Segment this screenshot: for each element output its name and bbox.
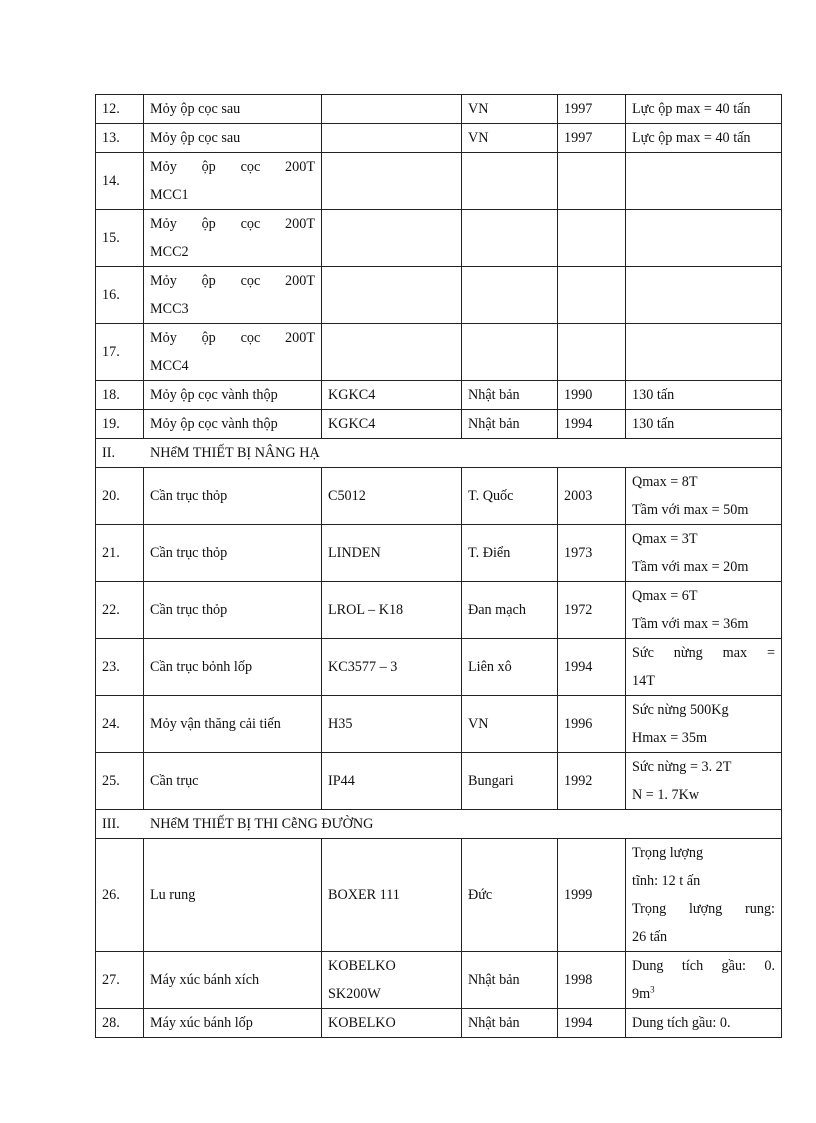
equipment-name: Lu rung <box>144 839 322 952</box>
table-row <box>96 753 782 810</box>
section-header-row <box>96 439 782 468</box>
equipment-name <box>144 210 322 267</box>
equipment-origin <box>462 153 558 210</box>
equipment-origin: T. Điển <box>462 525 558 582</box>
equipment-origin: Nhật bản <box>462 1009 558 1038</box>
equipment-model: H35 <box>322 696 462 753</box>
spec-line: Tầm với max = 36m <box>632 616 749 632</box>
equipment-year: 1994 <box>558 410 626 439</box>
equipment-model: BOXER 111 <box>322 839 462 952</box>
equipment-year: 1997 <box>558 124 626 153</box>
table-row <box>96 381 782 410</box>
equipment-spec: Lực ộp max = 40 tấn <box>626 124 782 153</box>
equipment-name: Mỏy ộp cọc vành thộp <box>144 381 322 410</box>
section-title: NHểM THIẾT BỊ THI CễNG ĐƯỜNG <box>150 816 374 832</box>
equipment-year: 1996 <box>558 696 626 753</box>
section-heading <box>96 439 782 468</box>
table-row <box>96 952 782 1009</box>
equipment-name: Cần trục <box>144 753 322 810</box>
equipment-origin: Đức <box>462 839 558 952</box>
equipment-model <box>322 952 462 1009</box>
equipment-year <box>558 210 626 267</box>
spec-line: 14T <box>632 673 655 689</box>
equipment-name-line: MCC3 <box>150 301 189 317</box>
table-row <box>96 324 782 381</box>
equipment-name-line: MCC4 <box>150 358 189 374</box>
spec-value: 9m <box>632 986 651 1002</box>
equipment-name <box>144 153 322 210</box>
row-number: 26. <box>96 839 144 952</box>
equipment-name-line: Mỏy ộp cọc 200T <box>150 273 315 289</box>
equipment-model <box>322 267 462 324</box>
table-row <box>96 468 782 525</box>
table-row <box>96 582 782 639</box>
equipment-model: IP44 <box>322 753 462 810</box>
equipment-model: KOBELKO <box>322 1009 462 1038</box>
equipment-name: Mỏy ộp cọc sau <box>144 124 322 153</box>
equipment-origin <box>462 267 558 324</box>
equipment-name-line: Mỏy ộp cọc 200T <box>150 216 315 232</box>
table-row <box>96 95 782 124</box>
table-row <box>96 124 782 153</box>
table-row <box>96 153 782 210</box>
equipment-origin: VN <box>462 696 558 753</box>
equipment-model <box>322 324 462 381</box>
equipment-name: Mỏy ộp cọc sau <box>144 95 322 124</box>
equipment-origin: Nhật bản <box>462 952 558 1009</box>
row-number: 28. <box>96 1009 144 1038</box>
row-number: 25. <box>96 753 144 810</box>
equipment-spec: Lực ộp max = 40 tấn <box>626 95 782 124</box>
equipment-year: 2003 <box>558 468 626 525</box>
equipment-spec <box>626 468 782 525</box>
row-number: 19. <box>96 410 144 439</box>
equipment-model: KC3577 – 3 <box>322 639 462 696</box>
spec-line: tĩnh: 12 t ấn <box>632 873 701 889</box>
equipment-model: LINDEN <box>322 525 462 582</box>
equipment-spec <box>626 839 782 952</box>
row-number: 17. <box>96 324 144 381</box>
spec-line: Qmax = 8T <box>632 474 698 490</box>
model-line: SK200W <box>328 986 381 1002</box>
row-number: 18. <box>96 381 144 410</box>
section-heading <box>96 810 782 839</box>
spec-line: Sức nừng 500Kg <box>632 702 729 718</box>
equipment-name-line: Mỏy ộp cọc 200T <box>150 330 315 346</box>
equipment-spec: 130 tấn <box>626 381 782 410</box>
row-number: 20. <box>96 468 144 525</box>
equipment-model: LROL – K18 <box>322 582 462 639</box>
section-title: NHểM THIẾT BỊ NÂNG HẠ <box>150 445 320 461</box>
table-row <box>96 210 782 267</box>
table-row <box>96 1009 782 1038</box>
equipment-name-line: MCC2 <box>150 244 189 260</box>
equipment-name: Máy xúc bánh xích <box>144 952 322 1009</box>
row-number: 16. <box>96 267 144 324</box>
row-number: 15. <box>96 210 144 267</box>
row-number: 22. <box>96 582 144 639</box>
equipment-spec <box>626 267 782 324</box>
equipment-spec <box>626 324 782 381</box>
equipment-name <box>144 267 322 324</box>
spec-line: Trọng lượng <box>632 845 704 861</box>
equipment-name: Cần trục thỏp <box>144 525 322 582</box>
equipment-name: Máy xúc bánh lốp <box>144 1009 322 1038</box>
equipment-year: 1990 <box>558 381 626 410</box>
table-row <box>96 267 782 324</box>
equipment-table <box>95 94 782 1038</box>
equipment-spec: Dung tích gầu: 0. <box>626 1009 782 1038</box>
spec-line: Dung tích gầu: 0. <box>632 958 775 974</box>
spec-line: Qmax = 6T <box>632 588 698 604</box>
equipment-origin <box>462 210 558 267</box>
model-line: KOBELKO <box>328 958 396 974</box>
row-number: 14. <box>96 153 144 210</box>
table-row <box>96 696 782 753</box>
equipment-year: 1998 <box>558 952 626 1009</box>
equipment-model <box>322 95 462 124</box>
spec-line: Tầm với max = 20m <box>632 559 749 575</box>
equipment-name <box>144 324 322 381</box>
equipment-model <box>322 153 462 210</box>
table-row <box>96 525 782 582</box>
spec-line: Qmax = 3T <box>632 531 698 547</box>
equipment-origin: Bungari <box>462 753 558 810</box>
row-number: 23. <box>96 639 144 696</box>
spec-line: Sức nừng max = <box>632 645 775 661</box>
spec-line: Tầm với max = 50m <box>632 502 749 518</box>
spec-superscript: 3 <box>650 984 655 995</box>
equipment-origin: Nhật bản <box>462 381 558 410</box>
equipment-spec <box>626 639 782 696</box>
equipment-origin: Nhật bản <box>462 410 558 439</box>
equipment-spec <box>626 696 782 753</box>
equipment-model <box>322 124 462 153</box>
equipment-year <box>558 267 626 324</box>
equipment-year: 1973 <box>558 525 626 582</box>
spec-line <box>632 980 775 1008</box>
equipment-year: 1994 <box>558 1009 626 1038</box>
section-number: III. <box>102 816 120 832</box>
equipment-origin: T. Quốc <box>462 468 558 525</box>
equipment-name: Cần trục bỏnh lốp <box>144 639 322 696</box>
equipment-model <box>322 210 462 267</box>
equipment-spec <box>626 753 782 810</box>
equipment-name: Mỏy vận thăng cải tiến <box>144 696 322 753</box>
equipment-spec <box>626 210 782 267</box>
equipment-model: C5012 <box>322 468 462 525</box>
equipment-spec <box>626 952 782 1009</box>
row-number: 13. <box>96 124 144 153</box>
equipment-name-line: Mỏy ộp cọc 200T <box>150 159 315 175</box>
equipment-year: 1972 <box>558 582 626 639</box>
equipment-spec <box>626 153 782 210</box>
equipment-name: Mỏy ộp cọc vành thộp <box>144 410 322 439</box>
equipment-year: 1999 <box>558 839 626 952</box>
equipment-model: KGKC4 <box>322 410 462 439</box>
section-header-row <box>96 810 782 839</box>
equipment-name: Cần trục thỏp <box>144 468 322 525</box>
equipment-year <box>558 324 626 381</box>
table-row <box>96 639 782 696</box>
equipment-origin <box>462 324 558 381</box>
equipment-year: 1997 <box>558 95 626 124</box>
table-row <box>96 410 782 439</box>
equipment-year: 1994 <box>558 639 626 696</box>
spec-line: 26 tấn <box>632 929 668 945</box>
spec-line: Sức nừng = 3. 2T <box>632 759 732 775</box>
spec-line: N = 1. 7Kw <box>632 787 700 803</box>
equipment-spec <box>626 582 782 639</box>
row-number: 12. <box>96 95 144 124</box>
equipment-origin: VN <box>462 95 558 124</box>
equipment-name-line: MCC1 <box>150 187 189 203</box>
row-number: 21. <box>96 525 144 582</box>
equipment-name: Cần trục thỏp <box>144 582 322 639</box>
section-number: II. <box>102 445 115 461</box>
equipment-spec <box>626 525 782 582</box>
equipment-model: KGKC4 <box>322 381 462 410</box>
equipment-year <box>558 153 626 210</box>
equipment-origin: Liên xô <box>462 639 558 696</box>
equipment-origin: VN <box>462 124 558 153</box>
row-number: 24. <box>96 696 144 753</box>
table-row <box>96 839 782 952</box>
row-number: 27. <box>96 952 144 1009</box>
equipment-origin: Đan mạch <box>462 582 558 639</box>
spec-line: Hmax = 35m <box>632 730 707 746</box>
spec-line: Trọng lượng rung: <box>632 901 775 917</box>
equipment-year: 1992 <box>558 753 626 810</box>
equipment-spec: 130 tấn <box>626 410 782 439</box>
